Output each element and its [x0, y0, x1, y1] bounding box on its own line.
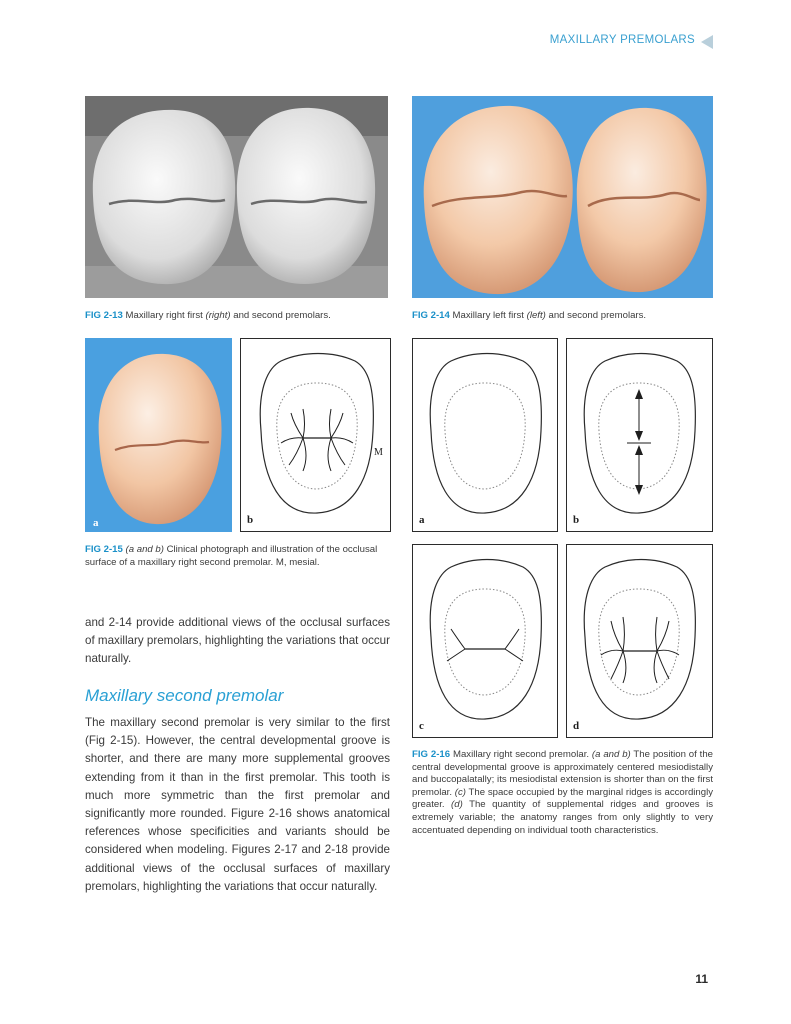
fig-2-16-caption [412, 749, 713, 837]
panel-letter-b: b [573, 514, 580, 526]
fig-2-16-caption-em-1: (a and b) [591, 749, 631, 760]
fig-2-13-photo [85, 96, 388, 298]
fig-2-16-caption-text-2: The position of the central developmental groove is approximately centered mesiodistally and buccopalatally; its mesiodistal extension is shorter than on the first premolar. [412, 749, 714, 798]
fig-2-13-caption-em: (right) [205, 310, 231, 321]
mesial-marker: M [374, 447, 383, 458]
panel-letter-d: d [573, 720, 580, 732]
fig-2-16-caption-em-2: (c) [454, 786, 466, 798]
fig-2-16-caption-text-4: The quantity of supplemental ridges and grooves is extremely variable; the anatomy ranges from only slightly to very accentuated depending on individual tooth characteristics. [412, 799, 714, 836]
fig-2-13-caption [85, 310, 390, 323]
triangle-left-icon [701, 35, 713, 49]
panel-letter-a: a [93, 517, 99, 529]
fig-2-16a-illustration [412, 338, 558, 532]
fig-2-16d-illustration [566, 544, 713, 738]
page-number: 11 [695, 972, 708, 986]
fig-2-14-caption [412, 310, 717, 323]
fig-2-16c-illustration [412, 544, 558, 738]
fig-2-14-caption-em: (left) [526, 310, 546, 321]
panel-letter-a: a [419, 514, 425, 526]
fig-2-15-caption-text: Clinical photograph and illustration of the occlusal surface of a maxillary right second premolar. M, mesial. [85, 544, 378, 568]
fig-2-15b-illustration [240, 338, 391, 532]
fig-2-16-label: FIG 2-16 [412, 749, 451, 760]
section-heading: Maxillary second premolar [85, 686, 284, 705]
fig-2-15-label: FIG 2-15 [85, 544, 123, 555]
fig-2-13-caption-text-end: and second premolars. [230, 310, 331, 321]
fig-2-16-caption-text-3: The space occupied by the marginal ridges is accordingly greater. [412, 786, 714, 811]
body-paragraph-2: The maxillary second premolar is very similar to the first (Fig 2-15). However, the central developmental groove is shorter, and there are many more supplemental grooves extending from it than in the first premolar. This tooth is much more symmetric than the first premolar and significantly more rounded. Figure 2-16 shows anatomical references whose specificities and variants should be considered when modeling. Figures 2-17 and 2-18 provide additional views of the occlusal surfaces of maxillary premolars, highlighting the variations that occur naturally. [85, 716, 390, 893]
fig-2-14-label: FIG 2-14 [412, 310, 450, 321]
fig-2-14-caption-text-end: and second premolars. [545, 310, 647, 321]
fig-2-16-caption-text-1: Maxillary right second premolar. [450, 749, 592, 760]
fig-2-15-caption-em: (a and b) [125, 544, 164, 555]
fig-2-13-caption-text: Maxillary right first [125, 310, 206, 321]
fig-2-13-label: FIG 2-13 [85, 310, 123, 321]
fig-2-14-photo [412, 96, 713, 298]
fig-2-15a-photo [85, 338, 232, 532]
fig-2-14-caption-text: Maxillary left first [452, 310, 527, 321]
panel-letter-c: c [419, 720, 424, 732]
panel-letter-b: b [247, 514, 254, 526]
fig-2-15-caption [85, 544, 391, 569]
fig-2-16b-illustration [566, 338, 713, 532]
running-head-text: MAXILLARY PREMOLARS [549, 34, 695, 46]
fig-2-16-caption-em-3: (d) [451, 799, 463, 811]
body-paragraph-1: and 2-14 provide additional views of the occlusal surfaces of maxillary premolars, highlighting the variations that occur naturally. [85, 616, 390, 666]
